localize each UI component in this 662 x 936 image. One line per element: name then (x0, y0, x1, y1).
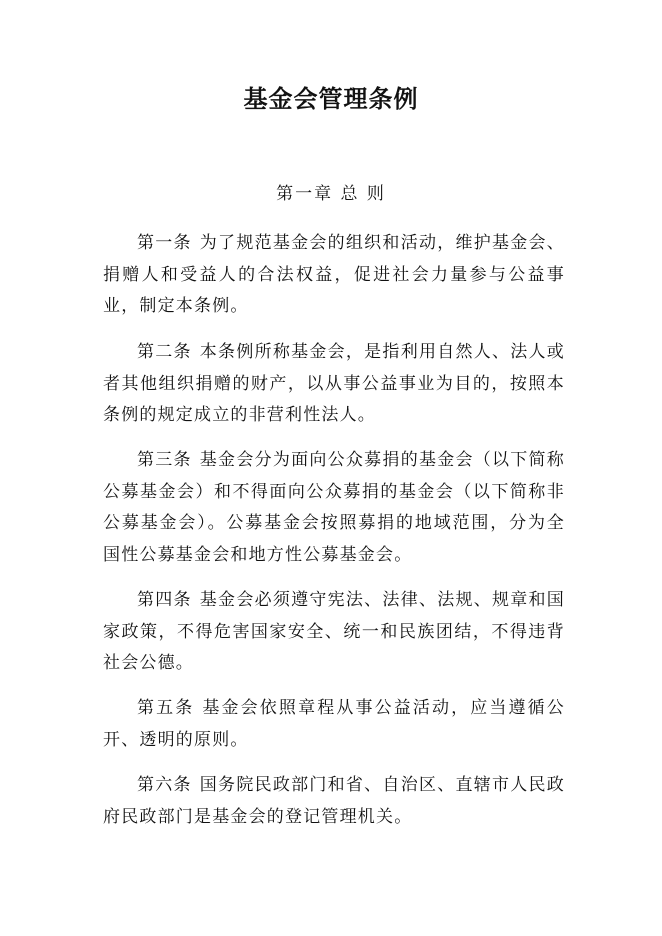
article-1 (103, 228, 565, 323)
article-text: 基金会分为面向公众募捐的基金会（以下简称公募基金会）和不得面向公众募捐的基金会（以下简称非公募基金会）。公募基金会按照募捐的地域范围，分为全国性公募基金会和地方性公募基金会。 (103, 450, 565, 565)
article-label: 第三条 (137, 450, 192, 470)
article-text: 为了规范基金会的组织和活动，维护基金会、捐赠人和受益人的合法权益，促进社会力量参与公益事业，制定本条例。 (103, 233, 565, 316)
article-label: 第四条 (137, 590, 192, 610)
article-label: 第六条 (137, 775, 192, 795)
document-title: 基金会管理条例 (243, 85, 419, 113)
article-5 (103, 693, 565, 756)
article-4 (103, 585, 565, 680)
article-3 (103, 445, 565, 571)
article-6 (103, 770, 565, 833)
article-text: 国务院民政部门和省、自治区、直辖市人民政府民政部门是基金会的登记管理机关。 (103, 775, 565, 827)
article-label: 第一条 (137, 233, 192, 253)
article-text: 基金会必须遵守宪法、法律、法规、规章和国家政策，不得危害国家安全、统一和民族团结，不得违背社会公德。 (103, 590, 565, 673)
chapter-heading: 第一章 总 则 (276, 184, 386, 204)
article-label: 第五条 (137, 698, 195, 718)
article-text: 基金会依照章程从事公益活动，应当遵循公开、透明的原则。 (103, 698, 565, 750)
article-label: 第二条 (137, 342, 192, 362)
article-text: 本条例所称基金会，是指利用自然人、法人或者其他组织捐赠的财产，以从事公益事业为目的，按照本条例的规定成立的非营利性法人。 (103, 342, 565, 425)
article-2 (103, 337, 565, 432)
